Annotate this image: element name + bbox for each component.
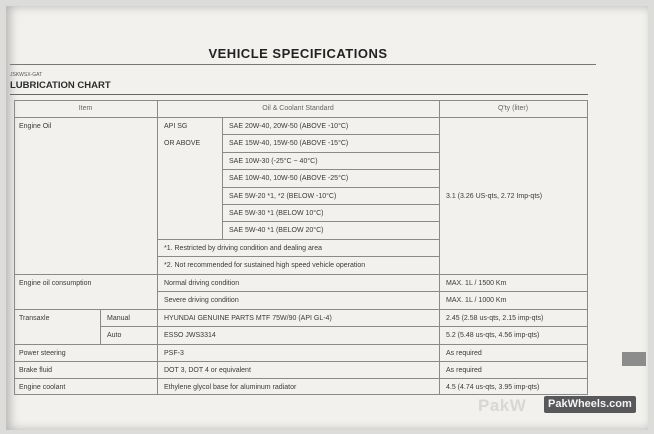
- consumption-severe-qty: MAX. 1L / 1000 Km: [446, 297, 507, 304]
- consumption-normal: Normal driving condition: [164, 280, 240, 287]
- row-label-brake-fluid: Brake fluid: [19, 367, 53, 374]
- power-steering-standard: PSF-3: [164, 350, 184, 357]
- coolant-qty: 4.5 (4.74 us-qts, 3.95 imp-qts): [446, 384, 540, 391]
- engine-oil-qty: 3.1 (3.26 US-qts, 2.72 Imp-qts): [446, 193, 543, 200]
- transaxle-auto-standard: ESSO JWS3314: [164, 332, 216, 339]
- row-label-coolant: Engine coolant: [19, 384, 66, 391]
- oil-grade: SAE 15W-40, 15W-50 (ABOVE -15°C): [229, 140, 349, 147]
- row-label-consumption: Engine oil consumption: [19, 280, 92, 287]
- transaxle-manual-qty: 2.45 (2.58 us-qts, 2.15 imp-qts): [446, 315, 544, 322]
- row-label-power-steering: Power steering: [19, 350, 66, 357]
- coolant-standard: Ethylene glycol base for aluminum radiator: [164, 384, 297, 391]
- brake-fluid-standard: DOT 3, DOT 4 or equivalent: [164, 367, 251, 374]
- row-label-engine-oil: Engine Oil: [19, 123, 52, 130]
- oil-grade: SAE 20W-40, 20W-50 (ABOVE -10°C): [229, 123, 349, 130]
- oil-grade: SAE 5W-20 *1, *2 (BELOW -10°C): [229, 193, 337, 200]
- footnote-2: *2. Not recommended for sustained high speed vehicle operation: [164, 262, 366, 269]
- power-steering-qty: As required: [446, 350, 482, 357]
- oil-grade: SAE 10W-30 (-25°C ~ 40°C): [229, 158, 318, 165]
- document-code: JSKWSX-GAT: [10, 72, 43, 78]
- page-title: VEHICLE SPECIFICATIONS: [208, 46, 388, 61]
- title-divider: [10, 64, 596, 65]
- transaxle-auto-qty: 5.2 (5.48 us-qts, 4.56 imp-qts): [446, 332, 540, 339]
- row-label-transaxle: Transaxle: [19, 315, 50, 322]
- brake-fluid-qty: As required: [446, 367, 482, 374]
- watermark-faint: PakW: [478, 396, 527, 415]
- page-edge-tab: [622, 352, 646, 366]
- consumption-normal-qty: MAX. 1L / 1500 Km: [446, 280, 507, 287]
- section-title: LUBRICATION CHART: [10, 80, 111, 91]
- api-grade-qualifier: OR ABOVE: [164, 140, 201, 147]
- transaxle-manual-standard: HYUNDAI GENUINE PARTS MTF 75W/90 (API GL-4): [164, 315, 332, 322]
- column-header-item: Item: [78, 105, 93, 112]
- consumption-severe: Severe driving condition: [164, 297, 239, 304]
- oil-grade: SAE 5W-40 *1 (BELOW 20°C): [229, 227, 324, 234]
- section-divider: [10, 94, 588, 95]
- transaxle-manual-label: Manual: [107, 315, 130, 322]
- column-header-standard: Oil & Coolant Standard: [262, 105, 334, 112]
- api-grade: API SG: [164, 123, 188, 130]
- transaxle-auto-label: Auto: [107, 332, 122, 339]
- watermark-badge: PakWheels.com: [544, 396, 636, 413]
- spec-page: [6, 6, 648, 430]
- oil-grade: SAE 5W-30 *1 (BELOW 10°C): [229, 210, 324, 217]
- oil-grade: SAE 10W-40, 10W-50 (ABOVE -25°C): [229, 175, 349, 182]
- column-header-qty: Q'ty (liter): [497, 105, 529, 112]
- footnote-1: *1. Restricted by driving condition and dealing area: [164, 245, 322, 252]
